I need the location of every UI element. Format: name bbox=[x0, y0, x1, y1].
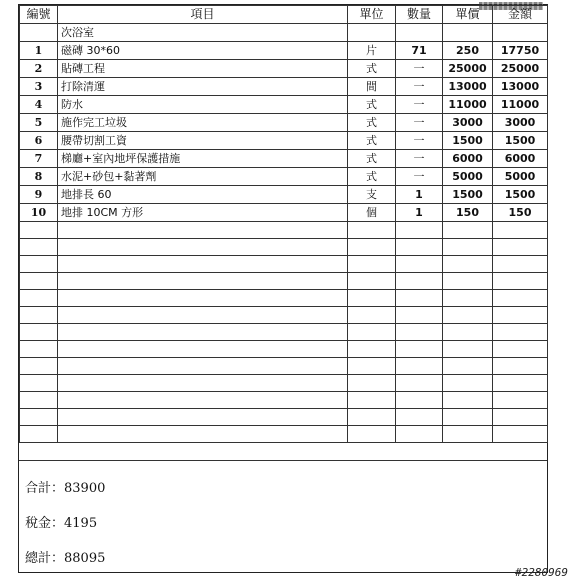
empty-row bbox=[20, 256, 548, 273]
empty-cell bbox=[396, 239, 443, 256]
cell-qty: 一 bbox=[396, 60, 443, 78]
cell-price: 3000 bbox=[443, 114, 493, 132]
cell-unit: 式 bbox=[348, 114, 396, 132]
empty-cell bbox=[58, 239, 348, 256]
cell-no: 2 bbox=[20, 60, 58, 78]
empty-cell bbox=[396, 426, 443, 443]
empty-cell bbox=[20, 358, 58, 375]
cell-item: 水泥+砂包+黏著劑 bbox=[58, 168, 348, 186]
empty-row bbox=[20, 222, 548, 239]
empty-cell bbox=[348, 375, 396, 392]
empty-cell bbox=[396, 290, 443, 307]
cell-amount: 6000 bbox=[493, 150, 548, 168]
empty-cell bbox=[443, 409, 493, 426]
empty-cell bbox=[443, 239, 493, 256]
empty-cell bbox=[443, 290, 493, 307]
empty-cell bbox=[58, 273, 348, 290]
cell-no: 4 bbox=[20, 96, 58, 114]
empty-cell bbox=[58, 307, 348, 324]
empty-cell bbox=[58, 409, 348, 426]
empty-cell bbox=[20, 341, 58, 358]
tax-text: 稅金：4195 bbox=[25, 516, 98, 531]
empty-cell bbox=[493, 392, 548, 409]
cell-item: 地排長 60 bbox=[58, 186, 348, 204]
cell-qty: 一 bbox=[396, 114, 443, 132]
empty-cell bbox=[493, 239, 548, 256]
cell-price: 25000 bbox=[443, 60, 493, 78]
table-row bbox=[20, 42, 548, 60]
empty-cell bbox=[443, 324, 493, 341]
empty-cell bbox=[20, 324, 58, 341]
empty-cell bbox=[20, 375, 58, 392]
table-row bbox=[20, 114, 548, 132]
empty-cell bbox=[58, 222, 348, 239]
cell-qty: 1 bbox=[396, 204, 443, 222]
empty-cell bbox=[20, 239, 58, 256]
empty-cell bbox=[396, 341, 443, 358]
empty-cell bbox=[443, 273, 493, 290]
summary-section bbox=[19, 460, 547, 573]
empty-cell bbox=[443, 256, 493, 273]
empty-cell bbox=[396, 273, 443, 290]
empty-cell bbox=[20, 392, 58, 409]
empty-row bbox=[20, 239, 548, 256]
cell-price: 1500 bbox=[443, 186, 493, 204]
empty-cell bbox=[20, 222, 58, 239]
cell-no: 3 bbox=[20, 78, 58, 96]
empty-cell bbox=[348, 290, 396, 307]
cell-price: 6000 bbox=[443, 150, 493, 168]
empty-cell bbox=[493, 290, 548, 307]
empty-cell bbox=[348, 307, 396, 324]
cell-no: 9 bbox=[20, 186, 58, 204]
quotation-sheet bbox=[18, 4, 548, 573]
empty-cell bbox=[20, 290, 58, 307]
empty-row bbox=[20, 290, 548, 307]
cell-qty: 一 bbox=[396, 78, 443, 96]
cell-unit: 片 bbox=[348, 42, 396, 60]
empty-cell bbox=[493, 358, 548, 375]
cell-amount: 1500 bbox=[493, 186, 548, 204]
cell-qty: 71 bbox=[396, 42, 443, 60]
empty-cell bbox=[348, 239, 396, 256]
table-row bbox=[20, 78, 548, 96]
empty-cell bbox=[443, 426, 493, 443]
empty-row bbox=[20, 273, 548, 290]
cell-amount: 11000 bbox=[493, 96, 548, 114]
cell-amount: 13000 bbox=[493, 78, 548, 96]
cell-item: 磁磚 30*60 bbox=[58, 42, 348, 60]
cell-price: 5000 bbox=[443, 168, 493, 186]
table-header-row bbox=[20, 6, 548, 24]
table-row bbox=[20, 60, 548, 78]
cell-item: 防水 bbox=[58, 96, 348, 114]
cell-unit: 式 bbox=[348, 132, 396, 150]
table-row bbox=[20, 132, 548, 150]
empty-cell bbox=[20, 273, 58, 290]
empty-cell bbox=[396, 358, 443, 375]
header-unit: 單位 bbox=[348, 6, 396, 24]
cell-item: 梯廳+室內地坪保護措施 bbox=[58, 150, 348, 168]
empty-cell bbox=[493, 256, 548, 273]
empty-cell bbox=[443, 358, 493, 375]
empty-cell bbox=[396, 24, 443, 42]
empty-cell bbox=[396, 222, 443, 239]
empty-cell bbox=[396, 324, 443, 341]
subtotal-text: 合計：83900 bbox=[25, 481, 106, 496]
empty-cell bbox=[58, 290, 348, 307]
cell-no: 8 bbox=[20, 168, 58, 186]
empty-cell bbox=[443, 222, 493, 239]
quotation-table bbox=[19, 5, 548, 443]
empty-cell bbox=[493, 307, 548, 324]
empty-row bbox=[20, 358, 548, 375]
section-row bbox=[20, 24, 548, 42]
empty-row bbox=[20, 341, 548, 358]
empty-cell bbox=[348, 392, 396, 409]
cell-qty: 1 bbox=[396, 186, 443, 204]
empty-cell bbox=[443, 307, 493, 324]
cell-unit: 個 bbox=[348, 204, 396, 222]
empty-cell bbox=[493, 24, 548, 42]
cell-qty: 一 bbox=[396, 132, 443, 150]
cell-unit: 支 bbox=[348, 186, 396, 204]
empty-cell bbox=[348, 409, 396, 426]
empty-cell bbox=[396, 307, 443, 324]
cell-amount: 25000 bbox=[493, 60, 548, 78]
empty-cell bbox=[443, 392, 493, 409]
cell-qty: 一 bbox=[396, 150, 443, 168]
cell-item: 地排 10CM 方形 bbox=[58, 204, 348, 222]
cell-unit: 間 bbox=[348, 78, 396, 96]
empty-cell bbox=[58, 375, 348, 392]
empty-row bbox=[20, 375, 548, 392]
empty-row bbox=[20, 392, 548, 409]
empty-row bbox=[20, 426, 548, 443]
cell-price: 250 bbox=[443, 42, 493, 60]
cell-price: 150 bbox=[443, 204, 493, 222]
total-text: 總計：88095 bbox=[25, 551, 106, 566]
empty-cell bbox=[58, 324, 348, 341]
empty-cell bbox=[348, 324, 396, 341]
table-row bbox=[20, 204, 548, 222]
cell-no: 7 bbox=[20, 150, 58, 168]
empty-cell bbox=[348, 341, 396, 358]
cell-amount: 1500 bbox=[493, 132, 548, 150]
cell-price: 11000 bbox=[443, 96, 493, 114]
header-qty: 數量 bbox=[396, 6, 443, 24]
empty-cell bbox=[348, 256, 396, 273]
cell-no: 10 bbox=[20, 204, 58, 222]
empty-cell bbox=[396, 409, 443, 426]
empty-row bbox=[20, 409, 548, 426]
empty-cell bbox=[493, 273, 548, 290]
empty-row bbox=[20, 324, 548, 341]
header-amount: 金額 bbox=[493, 6, 548, 24]
table-row bbox=[20, 150, 548, 168]
empty-row bbox=[20, 307, 548, 324]
empty-cell bbox=[493, 324, 548, 341]
table-row bbox=[20, 168, 548, 186]
empty-cell bbox=[443, 341, 493, 358]
empty-cell bbox=[396, 375, 443, 392]
header-no: 編號 bbox=[20, 6, 58, 24]
section-no-cell bbox=[20, 24, 58, 42]
empty-cell bbox=[396, 392, 443, 409]
header-item: 項目 bbox=[58, 6, 348, 24]
empty-cell bbox=[493, 341, 548, 358]
empty-cell bbox=[493, 375, 548, 392]
empty-cell bbox=[493, 222, 548, 239]
empty-cell bbox=[396, 256, 443, 273]
empty-cell bbox=[58, 358, 348, 375]
cell-amount: 3000 bbox=[493, 114, 548, 132]
empty-cell bbox=[348, 273, 396, 290]
empty-cell bbox=[20, 307, 58, 324]
section-title: 次浴室 bbox=[58, 24, 348, 42]
cell-item: 貼磚工程 bbox=[58, 60, 348, 78]
cell-amount: 17750 bbox=[493, 42, 548, 60]
cell-unit: 式 bbox=[348, 168, 396, 186]
header-price: 單價 bbox=[443, 6, 493, 24]
cell-amount: 150 bbox=[493, 204, 548, 222]
cell-unit: 式 bbox=[348, 150, 396, 168]
empty-cell bbox=[20, 426, 58, 443]
cell-price: 13000 bbox=[443, 78, 493, 96]
cell-no: 1 bbox=[20, 42, 58, 60]
empty-cell bbox=[348, 426, 396, 443]
cell-qty: 一 bbox=[396, 168, 443, 186]
cell-qty: 一 bbox=[396, 96, 443, 114]
empty-cell bbox=[493, 426, 548, 443]
empty-cell bbox=[348, 358, 396, 375]
empty-cell bbox=[58, 392, 348, 409]
empty-cell bbox=[20, 256, 58, 273]
table-row bbox=[20, 186, 548, 204]
cell-item: 腰帶切割工資 bbox=[58, 132, 348, 150]
empty-cell bbox=[443, 24, 493, 42]
empty-cell bbox=[58, 426, 348, 443]
cell-item: 打除清運 bbox=[58, 78, 348, 96]
cell-price: 1500 bbox=[443, 132, 493, 150]
cell-unit: 式 bbox=[348, 96, 396, 114]
cell-no: 5 bbox=[20, 114, 58, 132]
document-id-stamp: #2280969 bbox=[515, 566, 568, 579]
cell-amount: 5000 bbox=[493, 168, 548, 186]
empty-cell bbox=[348, 24, 396, 42]
empty-cell bbox=[58, 341, 348, 358]
cell-item: 施作完工垃圾 bbox=[58, 114, 348, 132]
empty-cell bbox=[493, 409, 548, 426]
empty-cell bbox=[20, 409, 58, 426]
empty-cell bbox=[443, 375, 493, 392]
table-row bbox=[20, 96, 548, 114]
cell-no: 6 bbox=[20, 132, 58, 150]
empty-cell bbox=[58, 256, 348, 273]
cell-unit: 式 bbox=[348, 60, 396, 78]
empty-cell bbox=[348, 222, 396, 239]
